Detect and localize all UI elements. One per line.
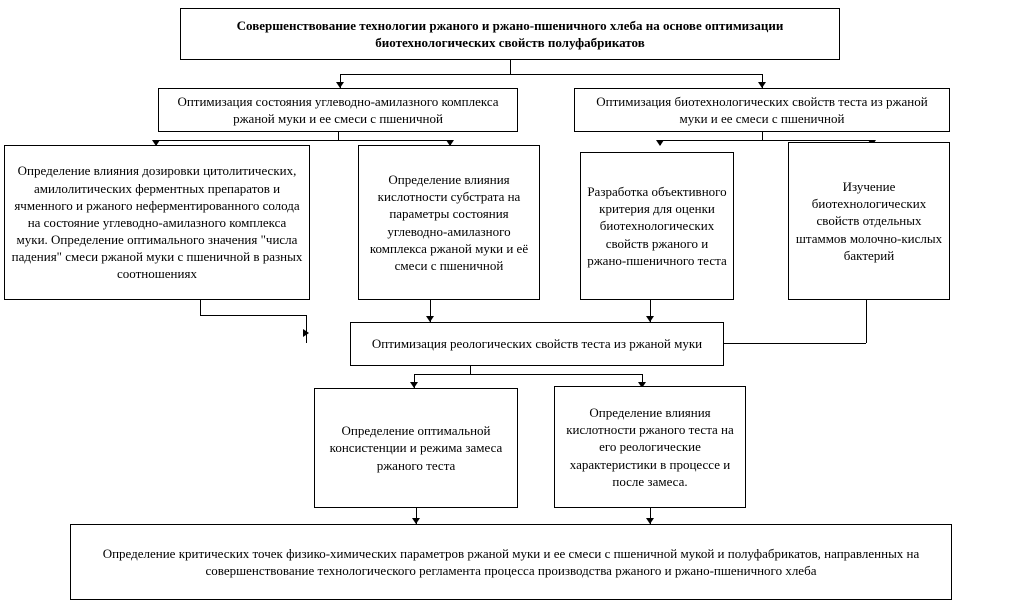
box-level5-1 [314,388,518,508]
connector-mid-down [470,366,471,374]
box-level3-2 [358,145,540,300]
box-level3-4-text: Изучение биотехнологических свойств отдельных штаммов молочно-кислых бактерий [795,179,943,263]
box-level3-3-text: Разработка объективного критерия для оценки биотехнологических свойств ржаного и ржано-пшеничного теста [587,184,727,268]
box-level3-4 [788,142,950,300]
box-level2-left [158,88,518,132]
connector-l3-4-down [866,300,867,343]
arrow-l3-1-into-mid [303,329,309,337]
connector-title-down [510,60,511,74]
connector-l2left-down [338,132,339,140]
box-title-text: Совершенствование технологии ржаного и ржано-пшеничного хлеба на основе оптимизации биотехнологических свойств полуфабрикатов [236,17,784,50]
box-level2-right-text: Оптимизация биотехнологических свойств теста из ржаной муки и ее смеси с пшеничной [596,93,928,126]
box-level5-2-text: Определение влияния кислотности ржаного теста на его реологические характеристики в процессе и после замеса. [566,405,734,489]
box-middle [350,322,724,366]
connector-l3-1-across [200,315,306,316]
box-level3-2-text: Определение влияния кислотности субстрата на параметры состояния углеводно-амилазного комплекса ржаной муки и её смеси с пшеничной [369,172,529,273]
connector-l3-4-across [724,343,866,344]
box-level3-1 [4,145,310,300]
box-level5-1-text: Определение оптимальной консистенции и режима замеса ржаного теста [329,423,503,473]
connector-title-split [340,74,762,75]
connector-l3-1-down [200,300,201,315]
box-level2-right [574,88,950,132]
connector-mid-split [414,374,642,375]
box-title [180,8,840,60]
box-bottom-text: Определение критических точек физико-химических параметров ржаной муки и ее смеси с пшеничной мукой и полуфабрикатов, направленных на совершенствование технологического регламента процесса производства ржаного и ржано-пшеничного хлеба [102,545,920,578]
connector-l2right-down [762,132,763,140]
connector-l2right-split [660,140,872,141]
box-level3-1-text: Определение влияния дозировки цитолитических, амилолитических ферментных препаратов и ячменного и ржаного неферментированного солода на состояние углеводно-амилазного комплекса муки. Определение оптимального значения "числа падения" смеси ржаной муки с пшеничной в разных соотношениях [11,163,303,282]
box-level5-2 [554,386,746,508]
connector-l2left-split [156,140,450,141]
box-level2-left-text: Оптимизация состояния углеводно-амилазного комплекса ржаной муки и ее смеси с пшеничной [177,93,499,126]
box-bottom [70,524,952,600]
arrow-l2right-child1 [656,140,664,146]
box-middle-text: Оптимизация реологических свойств теста из ржаной муки [371,336,703,352]
box-level3-3 [580,152,734,300]
